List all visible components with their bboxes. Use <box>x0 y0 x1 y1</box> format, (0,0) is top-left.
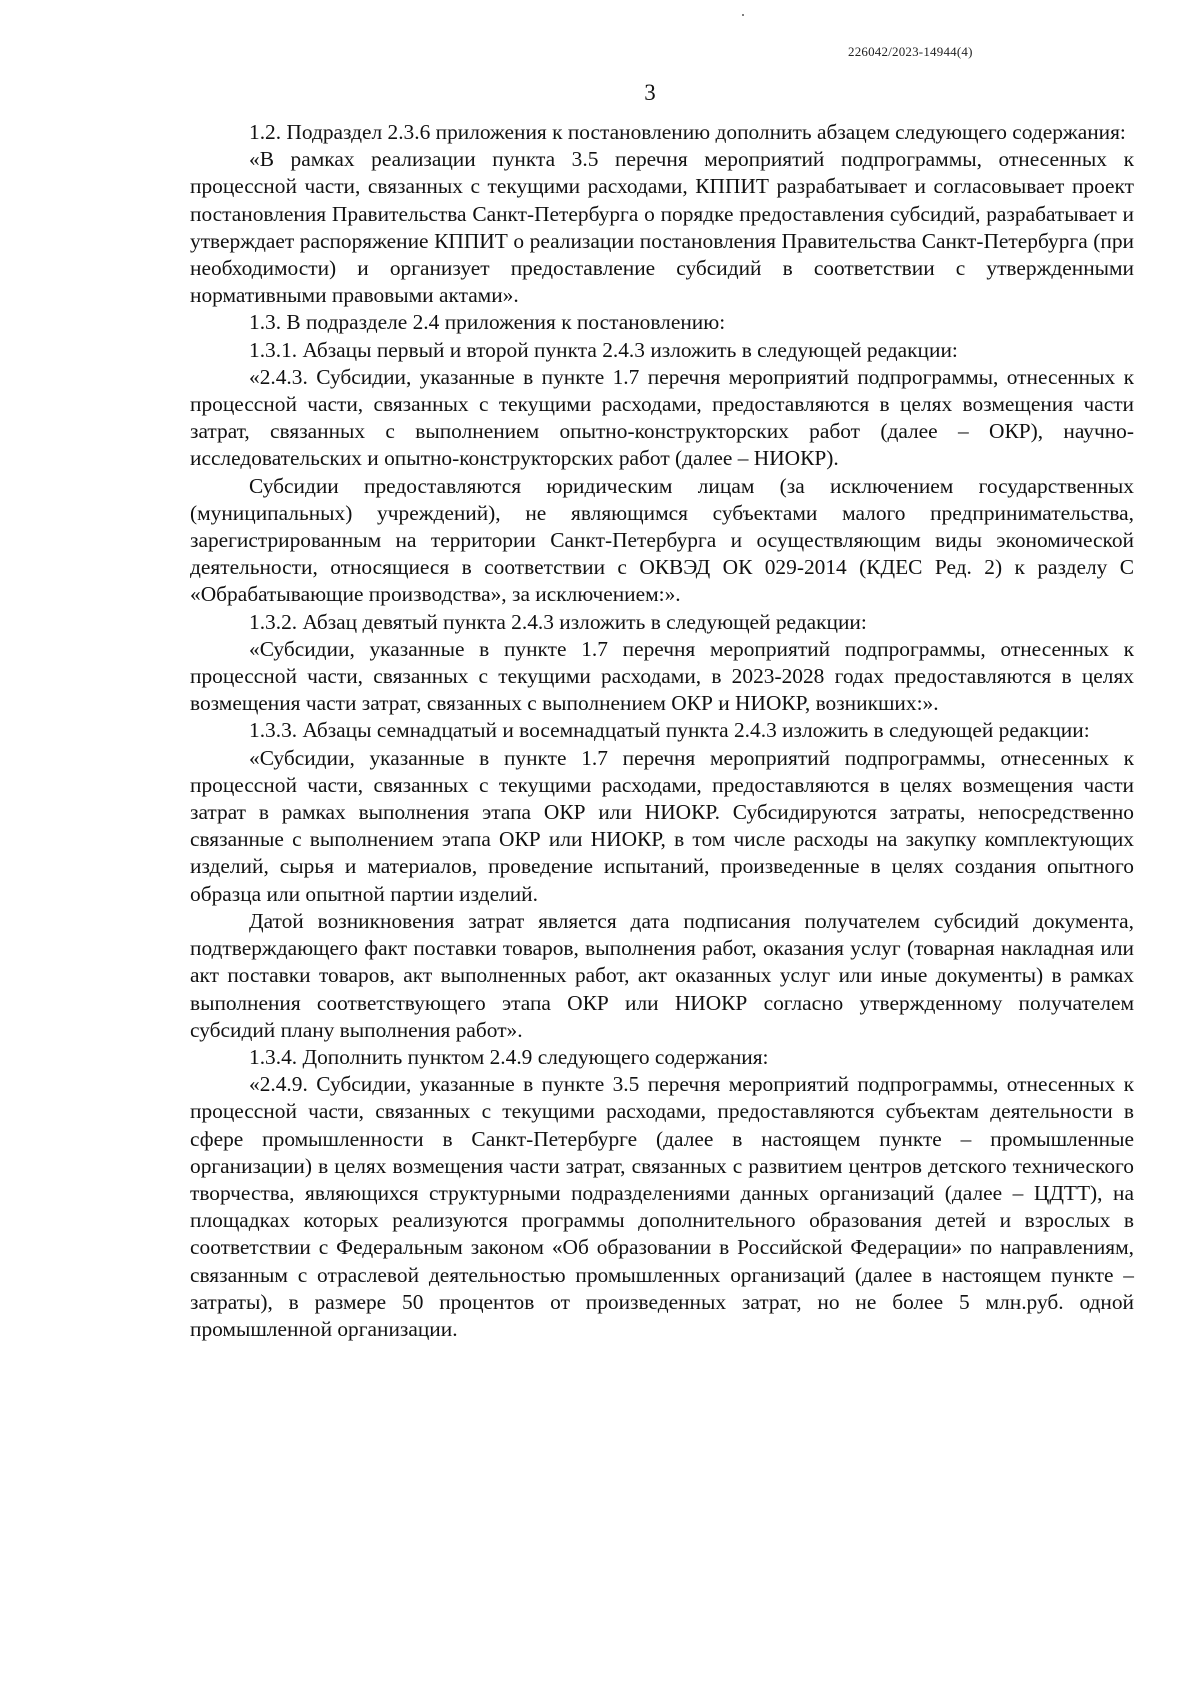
paragraph: 1.3.2. Абзац девятый пункта 2.4.3 изложить в следующей редакции: <box>249 609 867 634</box>
paragraph: 1.3.4. Дополнить пунктом 2.4.9 следующего содержания: <box>249 1044 769 1069</box>
paragraph: 1.3. В подразделе 2.4 приложения к постановлению: <box>249 310 726 335</box>
paragraph: «В рамках реализации пункта 3.5 перечня мероприятий подпрограммы, отнесенных к процессной части, связанных с текущими расходами, КППИТ разрабатывает и согласовывает проект постановления Правительства Санкт-Петербурга о порядке предоставления субсидий, разрабатывает и утверждает распоряжение КППИТ о реализации постановления Правительства Санкт-Петербурга (при необходимости) и организует предоставление субсидий в соответствии с утвержденными нормативными правовыми актами». <box>190 147 1134 308</box>
paragraph: «Субсидии, указанные в пункте 1.7 перечня мероприятий подпрограммы, отнесенных к процессной части, связанных с текущими расходами, в 2023-2028 годах предоставляются в целях возмещения части затрат, связанных с выполнением ОКР и НИОКР, возникших:». <box>190 636 1134 716</box>
page-number: 3 <box>644 80 656 105</box>
paragraph: Субсидии предоставляются юридическим лицам (за исключением государственных (муниципальных) учреждений), не являющимся субъектами малого предпринимательства, зарегистрированным на территории Санкт-Петербурга и осуществляющим виды экономической деятельности, относящиеся в соответствии с ОКВЭД ОК 029-2014 (КДЕС Ред. 2) к разделу С «Обрабатывающие производства», за исключением:». <box>190 473 1134 607</box>
paragraph: «2.4.9. Субсидии, указанные в пункте 3.5 перечня мероприятий подпрограммы, отнесенных к процессной части, связанных с текущими расходами, предоставляются субъектам деятельности в сфере промышленности в Санкт-Петербурге (далее в настоящем пункте – промышленные организации) в целях возмещения части затрат, связанных с развитием центров детского технического творчества, являющихся структурными подразделениями данных организаций (далее – ЦДТТ), на площадках которых реализуются программы дополнительного образования детей и взрослых в соответствии с Федеральным законом «Об образовании в Российской Федерации» по направлениям, связанным с отраслевой деятельностью промышленных организаций (далее в настоящем пункте – затраты), в размере 50 процентов от произведенных затрат, но не более 5 млн.руб. одной промышленной организации. <box>190 1072 1134 1341</box>
paragraph: «2.4.3. Субсидии, указанные в пункте 1.7 перечня мероприятий подпрограммы, отнесенных к процессной части, связанных с текущими расходами, предоставляются в целях возмещения части затрат, связанных с выполнением опытно-конструкторских работ (далее – ОКР), научно-исследовательских и опытно-конструкторских работ (далее – НИОКР). <box>190 364 1134 471</box>
paragraph: 1.2. Подраздел 2.3.6 приложения к постановлению дополнить абзацем следующего содержания: <box>249 120 1126 144</box>
scan-speck <box>742 14 744 16</box>
paragraph: 1.3.1. Абзацы первый и второй пункта 2.4.3 изложить в следующей редакции: <box>249 337 958 362</box>
paragraph: Датой возникновения затрат является дата подписания получателем субсидий документа, подтверждающего факт поставки товаров, выполнения работ, оказания услуг (товарная накладная или акт поставки товаров, акт выполненных работ, акт оказанных услуг или иные документы) в рамках выполнения соответствующего этапа ОКР или НИОКР согласно утвержденному получателем субсидий плану выполнения работ». <box>190 908 1134 1042</box>
paragraph: 1.3.3. Абзацы семнадцатый и восемнадцатый пункта 2.4.3 изложить в следующей редакции: <box>249 718 1090 743</box>
document-id: 226042/2023-14944(4) <box>848 44 973 59</box>
paragraph: «Субсидии, указанные в пункте 1.7 перечня мероприятий подпрограммы, отнесенных к процессной части, связанных с текущими расходами, предоставляются в целях возмещения части затрат в рамках выполнения этапа ОКР или НИОКР. Субсидируются затраты, непосредственно связанные с выполнением этапа ОКР или НИОКР, в том числе расходы на закупку комплектующих изделий, сырья и материалов, проведение испытаний, произведенные в целях создания опытного образца или опытной партии изделий. <box>190 745 1134 906</box>
document-body <box>190 119 1134 1343</box>
